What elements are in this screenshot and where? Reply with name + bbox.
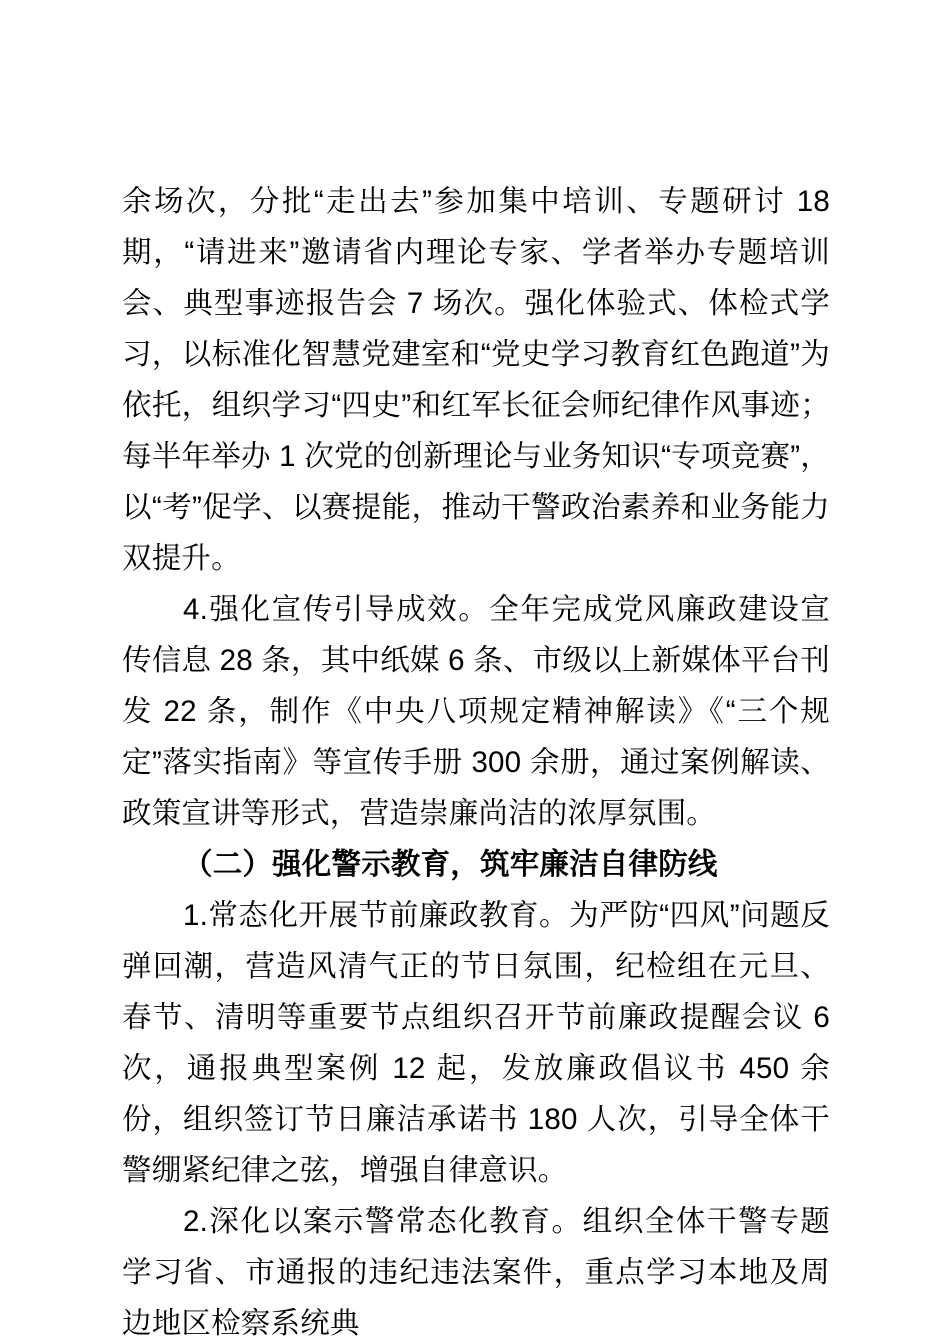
paragraph-item-4-propaganda: 4.强化宣传引导成效。全年完成党风廉政建设宣传信息 28 条，其中纸媒 6 条、市级以上新媒体平台刊发 22 条，制作《中央八项规定精神解读》《“三个规定”落实指南》等宣传手册 300 余册，通过案例解读、政策宣讲等形式，营造崇廉尚洁的浓厚氛围。 xyxy=(122,593,830,830)
paragraph-continuation-training: 余场次，分批“走出去”参加集中培训、专题研讨 18 期，“请进来”邀请省内理论专家、学者举办专题培训会、典型事迹报告会 7 场次。强化体验式、体检式学习，以标准化智慧党建室和“党史学习教育红色跑道”为依托，组织学习“四史”和红军长征会师纪律作风事迹；每半年举办 1 次党的创新理论与业务知识“专项竞赛”，以“考”促学、以赛提能，推动干警政治素养和业务能力双提升。 xyxy=(122,185,830,575)
paragraph-item-2-case-warning: 2.深化以案示警常态化教育。组织全体干警专题学习省、市通报的违纪违法案件，重点学习本地及周边地区检察系统典 xyxy=(122,1205,830,1340)
heading-section-2: （二）强化警示教育，筑牢廉洁自律防线 xyxy=(183,848,718,881)
document-body xyxy=(122,176,830,1344)
paragraph-item-1-holiday-education: 1.常态化开展节前廉政教育。为严防“四风”问题反弹回潮，营造风清气正的节日氛围，纪检组在元旦、春节、清明等重要节点组织召开节前廉政提醒会议 6 次，通报典型案例 12 起，发放廉政倡议书 450 余份，组织签订节日廉洁承诺书 180 人次，引导全体干警绷紧纪律之弦，增强自律意识。 xyxy=(122,899,830,1187)
